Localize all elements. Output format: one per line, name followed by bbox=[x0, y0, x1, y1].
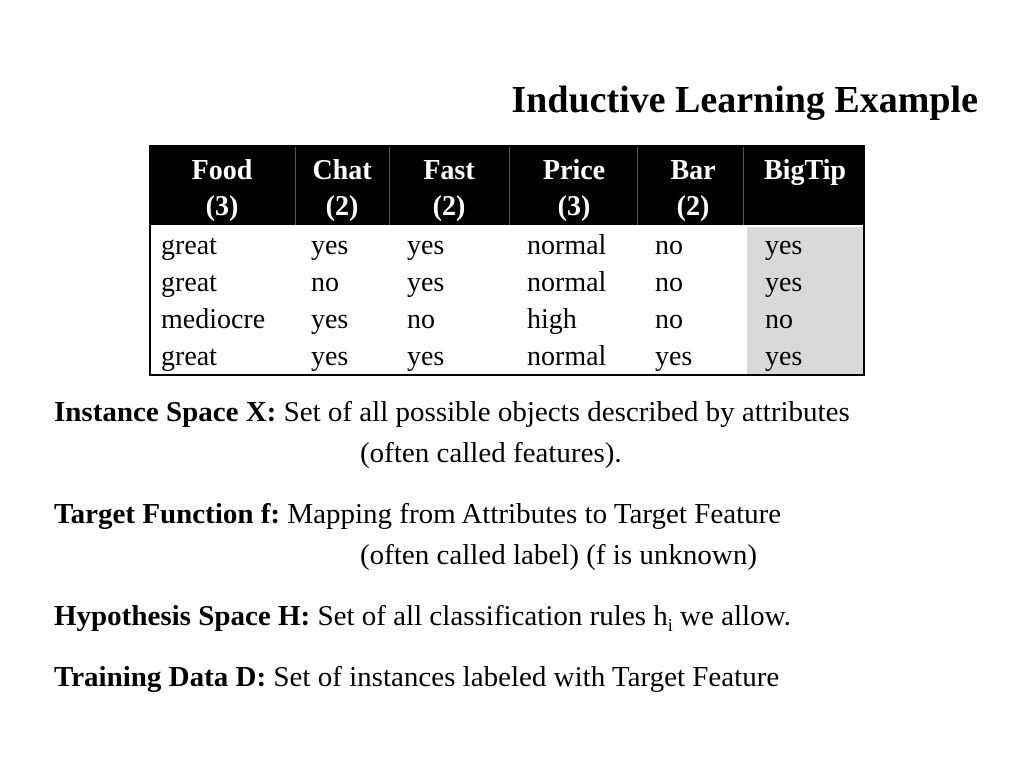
header-fast-count: (2) bbox=[432, 191, 466, 222]
definition-instance-space bbox=[54, 392, 850, 432]
table-row bbox=[151, 264, 863, 301]
header-food bbox=[153, 153, 291, 221]
cell-food: great bbox=[161, 267, 217, 298]
column-divider bbox=[509, 147, 510, 225]
cell-bar: no bbox=[655, 267, 683, 298]
cell-bar: yes bbox=[655, 341, 693, 372]
header-fast bbox=[399, 153, 499, 221]
header-bigtip bbox=[747, 153, 863, 221]
column-divider bbox=[389, 147, 390, 225]
table-header bbox=[151, 147, 863, 225]
cell-price: high bbox=[527, 304, 577, 335]
header-price-count: (3) bbox=[557, 191, 591, 222]
definition-target-function bbox=[54, 494, 781, 534]
column-divider bbox=[743, 147, 744, 225]
header-bigtip-name: BigTip bbox=[764, 155, 846, 186]
definition-tail: we allow. bbox=[672, 600, 791, 632]
definition-training-data bbox=[54, 657, 779, 697]
definition-term: Instance Space X: bbox=[54, 396, 277, 428]
cell-fast: yes bbox=[407, 230, 445, 261]
table-row bbox=[151, 338, 863, 375]
cell-chat: yes bbox=[311, 304, 349, 335]
header-bar bbox=[645, 153, 741, 221]
header-fast-name: Fast bbox=[423, 155, 475, 186]
cell-fast: no bbox=[407, 304, 435, 335]
column-divider bbox=[637, 147, 638, 225]
data-table bbox=[149, 145, 865, 376]
cell-bigtip: yes bbox=[765, 230, 803, 261]
definition-continuation: (often called features). bbox=[360, 437, 622, 469]
cell-bigtip: yes bbox=[765, 341, 803, 372]
cell-bigtip: yes bbox=[765, 267, 803, 298]
header-chat-name: Chat bbox=[312, 155, 372, 186]
slide-title: Inductive Learning Example bbox=[511, 79, 978, 121]
cell-chat: yes bbox=[311, 341, 349, 372]
cell-fast: yes bbox=[407, 267, 445, 298]
definition-subscript: i bbox=[667, 615, 673, 635]
cell-food: mediocre bbox=[161, 304, 266, 335]
table-row bbox=[151, 227, 863, 264]
cell-bigtip: no bbox=[765, 304, 793, 335]
definition-text: Set of instances labeled with Target Feature bbox=[266, 661, 780, 693]
header-food-name: Food bbox=[191, 155, 253, 186]
cell-price: normal bbox=[527, 230, 607, 261]
definition-term: Training Data D: bbox=[54, 661, 267, 693]
cell-price: normal bbox=[527, 267, 607, 298]
definition-text: Set of all classification rules h bbox=[310, 600, 668, 632]
definition-hypothesis-space bbox=[54, 596, 791, 636]
column-divider bbox=[295, 147, 296, 225]
definition-text: Set of all possible objects described by attributes bbox=[276, 396, 850, 428]
table-row bbox=[151, 301, 863, 338]
cell-food: great bbox=[161, 341, 217, 372]
cell-fast: yes bbox=[407, 341, 445, 372]
definition-text: Mapping from Attributes to Target Feature bbox=[280, 498, 782, 530]
cell-bar: no bbox=[655, 230, 683, 261]
cell-chat: yes bbox=[311, 230, 349, 261]
header-chat-count: (2) bbox=[325, 191, 359, 222]
cell-food: great bbox=[161, 230, 217, 261]
definition-term: Hypothesis Space H: bbox=[54, 600, 311, 632]
header-chat bbox=[301, 153, 383, 221]
definition-term: Target Function f: bbox=[54, 498, 281, 530]
header-price bbox=[519, 153, 629, 221]
definition-continuation: (often called label) (f is unknown) bbox=[360, 539, 757, 571]
cell-price: normal bbox=[527, 341, 607, 372]
header-food-count: (3) bbox=[205, 191, 239, 222]
cell-bar: no bbox=[655, 304, 683, 335]
header-price-name: Price bbox=[542, 155, 606, 186]
header-bar-name: Bar bbox=[670, 155, 716, 186]
cell-chat: no bbox=[311, 267, 339, 298]
header-bar-count: (2) bbox=[676, 191, 710, 222]
